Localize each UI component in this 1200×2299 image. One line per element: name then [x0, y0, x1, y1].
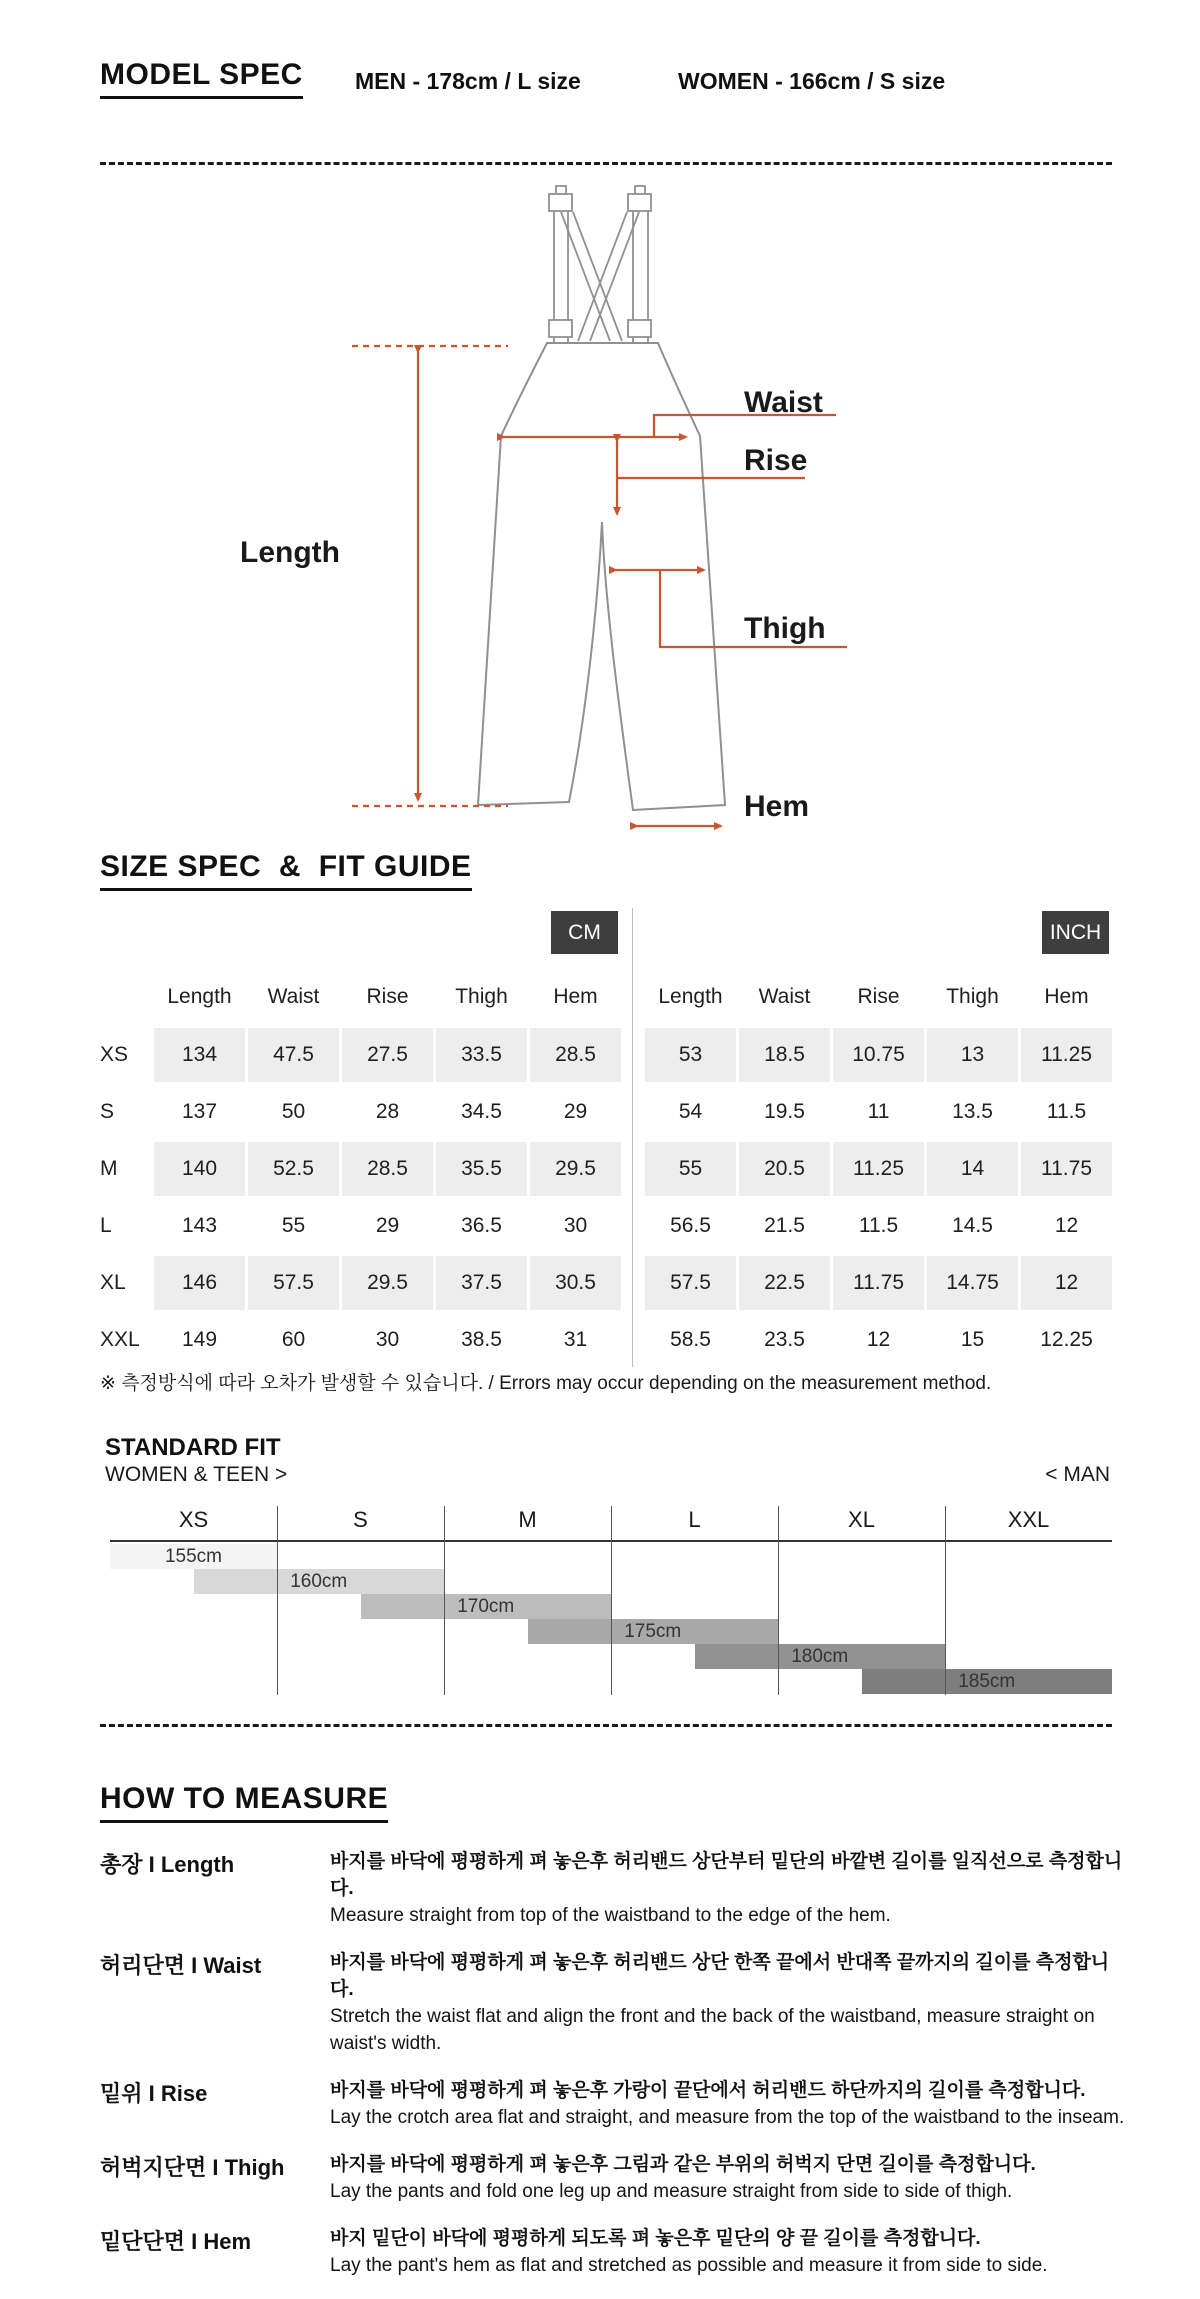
size-cell-inch: 21.5 [764, 1214, 805, 1237]
column-header-cm: Hem [553, 985, 598, 1008]
measure-desc-en: Measure straight from top of the waistband to the edge of the hem. [330, 1905, 891, 1926]
diagram-label-thigh: Thigh [744, 612, 826, 645]
size-spec-title: SIZE SPEC & FIT GUIDE [100, 850, 472, 891]
diagram-label-hem: Hem [744, 790, 810, 823]
fit-chart-gridline [444, 1506, 445, 1695]
size-cell-cm: 137 [181, 1100, 218, 1123]
measure-list [100, 1848, 1130, 2299]
fit-chart-size-label: XS [178, 1507, 209, 1532]
diagram-label-rise: Rise [744, 444, 808, 477]
measure-desc-ko: 바지를 바닥에 평평하게 펴 놓은후 그림과 같은 부위의 허벅지 단면 길이를 측정합니다. [330, 2154, 1036, 2175]
size-cell-cm: 50 [281, 1100, 306, 1123]
model-spec-women: WOMEN - 166cm / S size [678, 68, 946, 94]
size-cell-inch: 18.5 [739, 1028, 830, 1082]
size-cell-cm: 149 [181, 1328, 218, 1351]
measure-desc-en: Lay the pant's hem as flat and stretched as possible and measure it from side to side. [330, 2255, 1048, 2276]
size-cell-cm: 143 [181, 1214, 218, 1237]
size-cell-inch: 11.25 [833, 1142, 924, 1196]
fit-bar-155cm: 155cm [110, 1544, 277, 1569]
size-cell-cm: 47.5 [248, 1028, 339, 1082]
size-cell-cm: 146 [154, 1256, 245, 1310]
size-cell-inch: 13 [927, 1028, 1018, 1082]
model-spec-men: MEN - 178cm / L size [355, 68, 581, 94]
column-header-cm: Thigh [455, 985, 508, 1008]
pants-diagram [340, 180, 960, 840]
dashed-divider-top [100, 162, 1112, 165]
measure-desc-ko: 바지를 바닥에 평평하게 펴 놓은후 허리밴드 상단부터 밑단의 바깥변 길이를 일직선으로 측정합니다. [330, 1851, 1123, 1899]
standard-fit-title: STANDARD FIT [105, 1434, 281, 1461]
size-cell-inch: 12 [1054, 1214, 1079, 1237]
table-row [100, 982, 1115, 1012]
suspender-straps [549, 186, 651, 343]
size-row-label: L [100, 1214, 112, 1237]
inch-unit-badge: INCH [1042, 911, 1109, 954]
size-row-label: M [100, 1157, 118, 1180]
measure-desc [330, 2077, 1130, 2131]
size-cell-cm: 34.5 [461, 1100, 502, 1123]
fit-chart-size-label: L [688, 1507, 701, 1532]
table-gap [624, 1028, 645, 1082]
table-gap [624, 1313, 645, 1367]
size-cell-inch: 11.75 [833, 1256, 924, 1310]
size-cell-cm: 28 [375, 1100, 400, 1123]
size-cell-inch: 11.75 [1021, 1142, 1112, 1196]
fit-tag-man: < MAN [1045, 1463, 1110, 1486]
fit-bar-185cm: 185cm [862, 1669, 1113, 1694]
measure-item [100, 1949, 1130, 2057]
table-row [100, 1085, 1115, 1139]
size-cell-inch: 55 [645, 1142, 736, 1196]
measure-item [100, 2077, 1130, 2131]
fit-bar-180cm: 180cm [695, 1644, 946, 1669]
how-to-measure-title: HOW TO MEASURE [100, 1782, 388, 1823]
column-header-inch: Thigh [946, 985, 999, 1008]
column-header-cm: Rise [366, 985, 409, 1008]
size-row-label: S [100, 1100, 115, 1123]
measure-label: 밑위 I Rise [100, 2081, 208, 2106]
fit-chart [110, 1506, 1112, 1695]
size-cell-cm: 37.5 [436, 1256, 527, 1310]
fit-chart-gridline [277, 1506, 278, 1695]
fit-chart-size-label: M [518, 1507, 537, 1532]
diagram-label-waist: Waist [744, 386, 823, 419]
size-cell-inch: 11 [867, 1100, 890, 1123]
size-cell-cm: 31 [563, 1328, 588, 1351]
measure-desc-en: Lay the pants and fold one leg up and measure straight from side to side of thigh. [330, 2181, 1013, 2202]
measure-desc [330, 1848, 1130, 1929]
size-cell-cm: 36.5 [461, 1214, 502, 1237]
fit-chart-gridline [945, 1506, 946, 1695]
size-cell-inch: 11.5 [1046, 1100, 1087, 1123]
size-cell-cm: 38.5 [461, 1328, 502, 1351]
fit-bar-160cm: 160cm [194, 1569, 445, 1594]
size-cell-inch: 12 [866, 1328, 891, 1351]
column-header-cm: Length [167, 985, 232, 1008]
measure-item [100, 2151, 1130, 2205]
size-cell-cm: 27.5 [342, 1028, 433, 1082]
size-cell-cm: 30 [375, 1328, 400, 1351]
size-cell-inch: 12.25 [1040, 1328, 1093, 1351]
size-cell-cm: 30.5 [530, 1256, 621, 1310]
size-cell-cm: 29.5 [342, 1256, 433, 1310]
size-cell-inch: 14.5 [952, 1214, 993, 1237]
column-header-inch: Hem [1044, 985, 1089, 1008]
size-cell-cm: 29.5 [530, 1142, 621, 1196]
size-cell-inch: 58.5 [670, 1328, 711, 1351]
size-cell-cm: 60 [281, 1328, 306, 1351]
size-cell-cm: 35.5 [436, 1142, 527, 1196]
table-row [100, 1199, 1115, 1253]
size-cell-inch: 57.5 [645, 1256, 736, 1310]
size-cell-inch: 14.75 [927, 1256, 1018, 1310]
measure-label: 허벅지단면 I Thigh [100, 2155, 285, 2180]
diagram-label-length: Length [240, 536, 340, 569]
measure-desc-en: Lay the crotch area flat and straight, and measure from the top of the waistband to the inseam. [330, 2107, 1125, 2128]
measure-item [100, 2225, 1130, 2279]
size-row-label: XXL [100, 1328, 140, 1351]
measure-desc [330, 2151, 1130, 2205]
size-cell-inch: 53 [645, 1028, 736, 1082]
fit-bar-175cm: 175cm [528, 1619, 779, 1644]
table-row [100, 1313, 1115, 1367]
column-header-inch: Waist [758, 985, 811, 1008]
size-cell-cm: 28.5 [342, 1142, 433, 1196]
size-cell-inch: 14 [927, 1142, 1018, 1196]
table-row [100, 1142, 1115, 1196]
fit-chart-size-label: S [353, 1507, 368, 1532]
size-cell-cm: 28.5 [530, 1028, 621, 1082]
model-spec-title: MODEL SPEC [100, 58, 303, 99]
size-cell-inch: 13.5 [952, 1100, 993, 1123]
size-cell-cm: 30 [563, 1214, 588, 1237]
size-cell-cm: 29 [375, 1214, 400, 1237]
size-cell-inch: 19.5 [764, 1100, 805, 1123]
measure-desc-ko: 바지를 바닥에 평평하게 펴 놓은후 허리밴드 상단 한쪽 끝에서 반대쪽 끝까지의 길이를 측정합니다. [330, 1952, 1110, 2000]
measure-desc-ko: 바지 밑단이 바닥에 평평하게 되도록 펴 놓은후 밑단의 양 끝 길이를 측정합니다. [330, 2228, 981, 2249]
size-cell-cm: 134 [154, 1028, 245, 1082]
column-header-inch: Rise [857, 985, 900, 1008]
table-gap [624, 1256, 645, 1310]
size-cell-cm: 52.5 [248, 1142, 339, 1196]
size-cell-cm: 55 [281, 1214, 306, 1237]
size-cell-inch: 56.5 [670, 1214, 711, 1237]
table-gap [624, 1085, 645, 1139]
size-cell-inch: 54 [678, 1100, 703, 1123]
measure-label: 허리단면 I Waist [100, 1953, 262, 1978]
table-row [100, 1028, 1115, 1082]
column-header-cm: Waist [267, 985, 320, 1008]
table-row [100, 1256, 1115, 1310]
size-row-label: XS [100, 1043, 129, 1066]
fit-tag-women-teen: WOMEN & TEEN > [105, 1463, 288, 1486]
table-gap [624, 970, 645, 1024]
size-cell-inch: 15 [960, 1328, 985, 1351]
size-cell-cm: 29 [563, 1100, 588, 1123]
size-cell-cm: 57.5 [248, 1256, 339, 1310]
measure-item [100, 1848, 1130, 1929]
fit-chart-size-label: XXL [1007, 1507, 1050, 1532]
fit-chart-size-label: XL [848, 1507, 875, 1532]
measure-desc [330, 2225, 1130, 2279]
size-cell-inch: 23.5 [764, 1328, 805, 1351]
size-cell-inch: 11.5 [858, 1214, 899, 1237]
dashed-divider-bottom [100, 1724, 1112, 1727]
fit-bar-170cm: 170cm [361, 1594, 612, 1619]
size-cell-inch: 12 [1021, 1256, 1112, 1310]
measure-desc-ko: 바지를 바닥에 평평하게 펴 놓은후 가랑이 끝단에서 허리밴드 하단까지의 길이를 측정합니다. [330, 2080, 1086, 2101]
size-cell-cm: 140 [154, 1142, 245, 1196]
size-cell-inch: 20.5 [739, 1142, 830, 1196]
size-table [100, 982, 1112, 1374]
measurement-note: ※ 측정방식에 따라 오차가 발생할 수 있습니다. / Errors may occur depending on the measurement method. [100, 1373, 992, 1394]
column-header-inch: Length [658, 985, 723, 1008]
measure-label: 밑단단면 I Hem [100, 2229, 252, 2254]
measure-label: 총장 I Length [100, 1852, 235, 1877]
fit-chart-gridline [778, 1506, 779, 1695]
measure-desc-en: Stretch the waist flat and align the front and the back of the waistband, measure straight on waist's width. [330, 2006, 1095, 2054]
table-gap [624, 1199, 645, 1253]
cm-unit-badge: CM [551, 911, 618, 954]
measure-desc [330, 1949, 1130, 2057]
size-cell-inch: 22.5 [739, 1256, 830, 1310]
size-cell-inch: 10.75 [833, 1028, 924, 1082]
table-divider-line [632, 908, 633, 1367]
size-cell-cm: 33.5 [436, 1028, 527, 1082]
table-gap [624, 1142, 645, 1196]
row-label-spacer [100, 970, 154, 1024]
size-row-label: XL [100, 1271, 126, 1294]
fit-chart-gridline [611, 1506, 612, 1695]
size-cell-inch: 11.25 [1021, 1028, 1112, 1082]
pants-outline [478, 343, 725, 810]
